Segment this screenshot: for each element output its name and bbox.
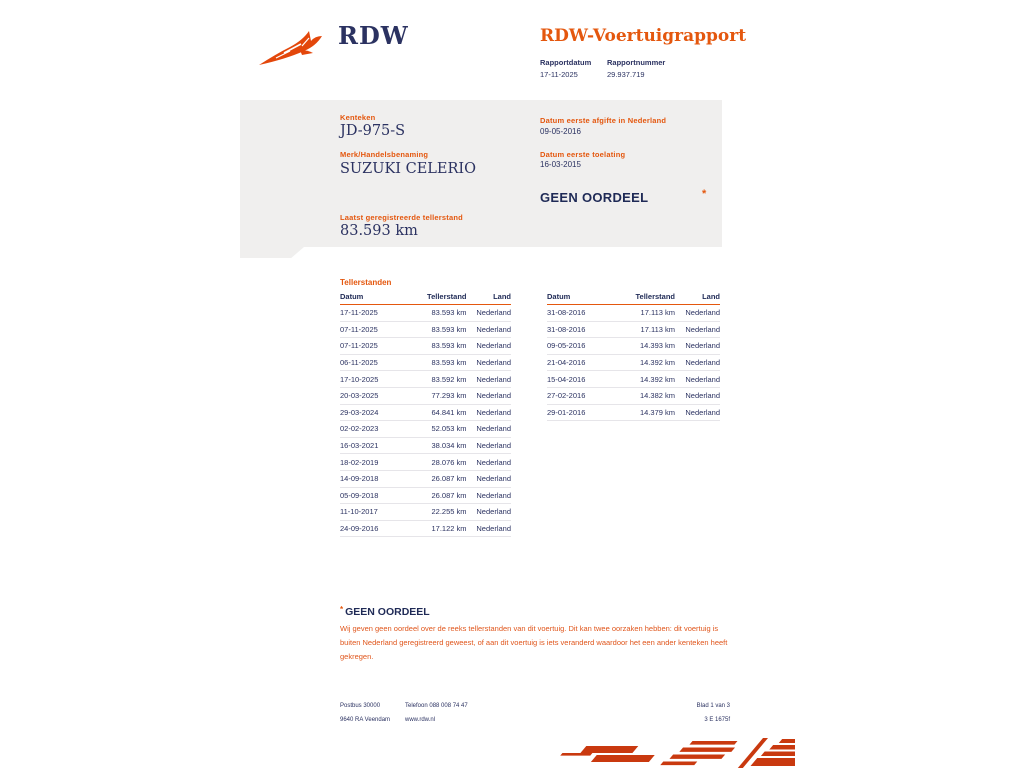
table-cell: 28.076 km — [408, 454, 466, 471]
column-tellerstand: Tellerstand — [408, 290, 466, 305]
odometer-table-right — [547, 290, 720, 421]
column-datum: Datum — [547, 290, 616, 305]
table-cell: 83.593 km — [408, 305, 466, 322]
table-cell: 24-09-2016 — [340, 520, 408, 537]
merk-value: SUZUKI CELERIO — [340, 161, 477, 177]
table-cell: 17-10-2025 — [340, 371, 408, 388]
table-cell: 20-03-2025 — [340, 387, 408, 404]
kenteken-label: Kenteken — [340, 113, 376, 122]
table-row — [340, 470, 511, 487]
table-body — [547, 305, 720, 421]
table-cell: 22.255 km — [408, 504, 466, 521]
kenteken-value: JD-975-S — [340, 123, 406, 139]
note-body-text: Wij geven geen oordeel over de reeks tellerstanden van dit voertuig. Dit kan twee oorzaken hebben: dit voertuig is buiten Nederland geregistreerd geweest, of aan dit voertuig is iets veranderd waardoor het een ander kenteken heeft gekregen. — [340, 624, 728, 661]
table-cell: 06-11-2025 — [340, 354, 408, 371]
table-cell: 16-03-2021 — [340, 437, 408, 454]
table-row — [547, 305, 720, 322]
table-cell: 26.087 km — [408, 487, 466, 504]
footer-page-number: Blad 1 van 3 — [696, 703, 730, 709]
rdw-logo-bird-icon — [256, 28, 332, 70]
table-row — [340, 487, 511, 504]
table-row — [340, 338, 511, 355]
table-cell: 14.392 km — [616, 354, 675, 371]
table-cell: Nederland — [675, 404, 720, 421]
table-cell: Nederland — [467, 404, 511, 421]
table-cell: Nederland — [675, 321, 720, 338]
table-row — [340, 454, 511, 471]
column-tellerstand: Tellerstand — [616, 290, 675, 305]
table-cell: 26.087 km — [408, 470, 466, 487]
table-row — [340, 504, 511, 521]
oordeel-asterisk: * — [702, 188, 707, 200]
footer-address-line1: Postbus 30000 — [340, 703, 381, 709]
eerste-toelating-value: 16-03-2015 — [540, 160, 581, 169]
report-date-label: Rapportdatum — [540, 58, 592, 67]
table-cell: 15-04-2016 — [547, 371, 616, 388]
note-heading — [340, 605, 430, 618]
table-cell: 07-11-2025 — [340, 338, 408, 355]
table-row — [340, 321, 511, 338]
table-cell: Nederland — [675, 387, 720, 404]
rdw-stripes-graphic — [545, 738, 795, 768]
table-cell: 14.393 km — [616, 338, 675, 355]
report-number-value: 29.937.719 — [607, 70, 645, 79]
table-cell: Nederland — [467, 520, 511, 537]
tellerstand-value: 83.593 km — [340, 223, 418, 239]
table-cell: Nederland — [467, 354, 511, 371]
table-cell: 29-01-2016 — [547, 404, 616, 421]
footer-address-line2: 9640 RA Veendam — [340, 717, 391, 723]
footer-phone: Telefoon 088 008 74 47 — [405, 703, 468, 709]
table-cell: 11-10-2017 — [340, 504, 408, 521]
report-date-value: 17-11-2025 — [540, 70, 578, 79]
table-cell: 07-11-2025 — [340, 321, 408, 338]
eerste-toelating-label: Datum eerste toelating — [540, 150, 626, 159]
table-row — [547, 387, 720, 404]
table-cell: Nederland — [675, 354, 720, 371]
table-row — [340, 305, 511, 322]
table-cell: 14-09-2018 — [340, 470, 408, 487]
table-cell: Nederland — [467, 454, 511, 471]
table-cell: 17.122 km — [408, 520, 466, 537]
table-row — [547, 338, 720, 355]
table-cell: Nederland — [467, 421, 511, 438]
table-cell: 09-05-2016 — [547, 338, 616, 355]
table-cell: 31-08-2016 — [547, 321, 616, 338]
table-cell: 17-11-2025 — [340, 305, 408, 322]
table-cell: 14.382 km — [616, 387, 675, 404]
table-cell: Nederland — [675, 305, 720, 322]
tellerstand-label: Laatst geregistreerde tellerstand — [340, 213, 463, 222]
merk-label: Merk/Handelsbenaming — [340, 150, 429, 159]
table-cell: Nederland — [467, 321, 511, 338]
table-cell: 83.593 km — [408, 321, 466, 338]
table-cell: Nederland — [467, 487, 511, 504]
vehicle-summary-panel-tail — [240, 247, 304, 258]
note-title: GEEN OORDEEL — [345, 606, 430, 618]
column-land: Land — [675, 290, 720, 305]
oordeel-verdict: GEEN OORDEEL — [540, 190, 649, 205]
rdw-logo-text: RDW — [338, 21, 409, 50]
table-cell: 29-03-2024 — [340, 404, 408, 421]
table-cell: 83.593 km — [408, 338, 466, 355]
table-cell: Nederland — [467, 305, 511, 322]
table-row — [340, 437, 511, 454]
table-cell: 31-08-2016 — [547, 305, 616, 322]
column-land: Land — [467, 290, 511, 305]
table-cell: Nederland — [467, 437, 511, 454]
table-row — [547, 321, 720, 338]
table-cell: 14.392 km — [616, 371, 675, 388]
eerste-afgifte-value: 09-05-2016 — [540, 127, 581, 136]
table-cell: Nederland — [467, 504, 511, 521]
table-cell: Nederland — [467, 387, 511, 404]
table-cell: 02-02-2023 — [340, 421, 408, 438]
table-cell: 21-04-2016 — [547, 354, 616, 371]
table-cell: 77.293 km — [408, 387, 466, 404]
table-cell: Nederland — [467, 338, 511, 355]
table-row — [547, 354, 720, 371]
table-cell: 05-09-2018 — [340, 487, 408, 504]
table-cell: Nederland — [467, 470, 511, 487]
footer-website: www.rdw.nl — [405, 717, 436, 723]
table-cell: 64.841 km — [408, 404, 466, 421]
odometer-table-left — [340, 290, 511, 537]
table-cell: 83.593 km — [408, 354, 466, 371]
table-header — [547, 290, 720, 305]
table-body — [340, 305, 511, 537]
table-row — [340, 354, 511, 371]
table-header-row — [340, 290, 511, 305]
table-cell: 17.113 km — [616, 321, 675, 338]
table-cell: 38.034 km — [408, 437, 466, 454]
document-title: RDW-Voertuigrapport — [540, 26, 747, 46]
tellerstanden-section-title: Tellerstanden — [340, 278, 392, 287]
note-asterisk: * — [340, 605, 344, 614]
table-row — [340, 421, 511, 438]
eerste-afgifte-label: Datum eerste afgifte in Nederland — [540, 116, 667, 125]
table-row — [340, 404, 511, 421]
table-cell: 83.592 km — [408, 371, 466, 388]
table-cell: 17.113 km — [616, 305, 675, 322]
table-cell: 14.379 km — [616, 404, 675, 421]
table-row — [340, 520, 511, 537]
table-row — [547, 404, 720, 421]
table-row — [340, 387, 511, 404]
table-cell: 18-02-2019 — [340, 454, 408, 471]
table-cell: 27-02-2016 — [547, 387, 616, 404]
table-cell: 52.053 km — [408, 421, 466, 438]
table-header — [340, 290, 511, 305]
table-cell: Nederland — [467, 371, 511, 388]
column-datum: Datum — [340, 290, 408, 305]
table-cell: Nederland — [675, 371, 720, 388]
table-cell: Nederland — [675, 338, 720, 355]
table-header-row — [547, 290, 720, 305]
table-row — [340, 371, 511, 388]
table-row — [547, 371, 720, 388]
report-number-label: Rapportnummer — [607, 58, 666, 67]
footer-form-code: 3 E 1675f — [704, 717, 730, 723]
